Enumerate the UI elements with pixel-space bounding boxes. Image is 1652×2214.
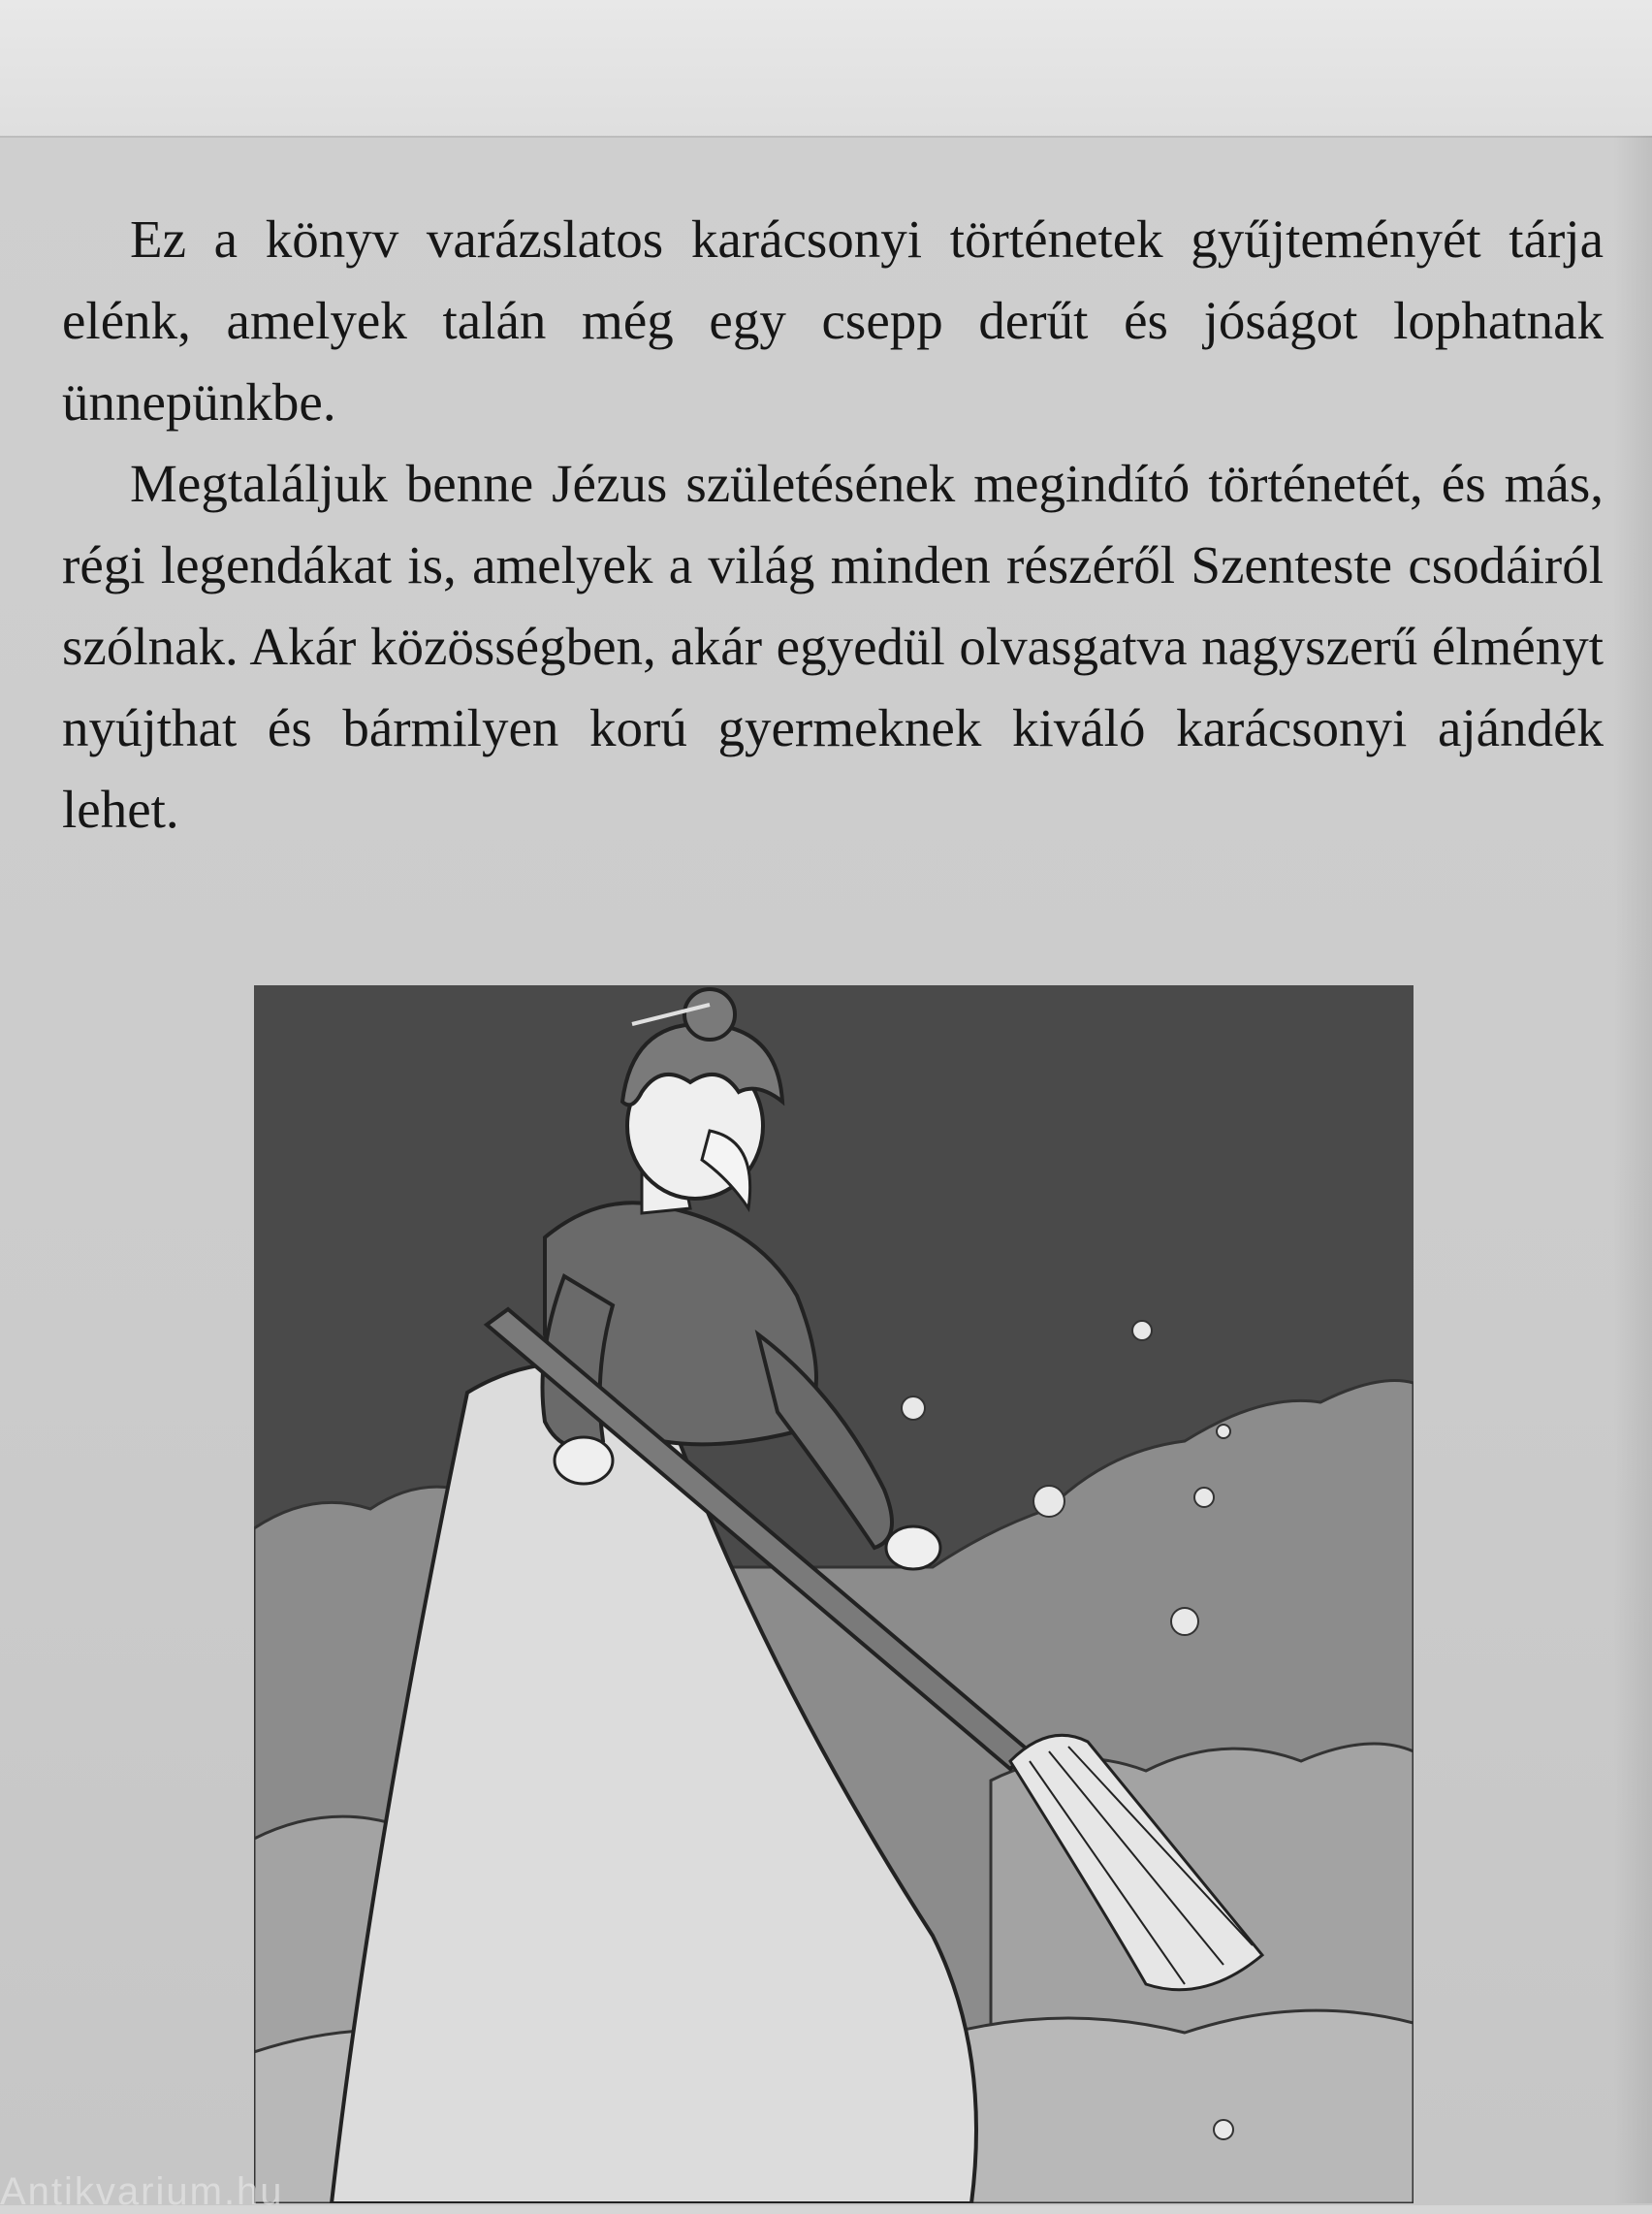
paragraph-1: Ez a könyv varázslatos karácsonyi történetek gyűjteményét tárja elénk, amelyek talán még egy csepp derűt és jóságot lophatnak ünnepünkbe. bbox=[62, 209, 1604, 432]
woman-hair-bun bbox=[684, 989, 735, 1040]
watermark-logo: Antikvarium.hu bbox=[0, 2170, 284, 2213]
woman-hand-left bbox=[555, 1437, 613, 1484]
page-edge-shadow bbox=[1613, 136, 1652, 2203]
paragraph-2: Megtaláljuk benne Jézus születésének megindító történetét, és más, régi legendákat is, amelyek a világ minden részéről Szenteste csodáiról szólnak. Akár közösségben, akár egyedül olvasgatva nagyszerű élményt nyújthat és bármilyen korú gyermeknek kiváló karácsonyi ajándék lehet. bbox=[62, 454, 1604, 839]
illustration-woman-sweeping bbox=[254, 985, 1414, 2203]
body-text bbox=[62, 199, 1604, 850]
woman-hand-right bbox=[886, 1526, 940, 1569]
background-surface bbox=[0, 0, 1652, 145]
